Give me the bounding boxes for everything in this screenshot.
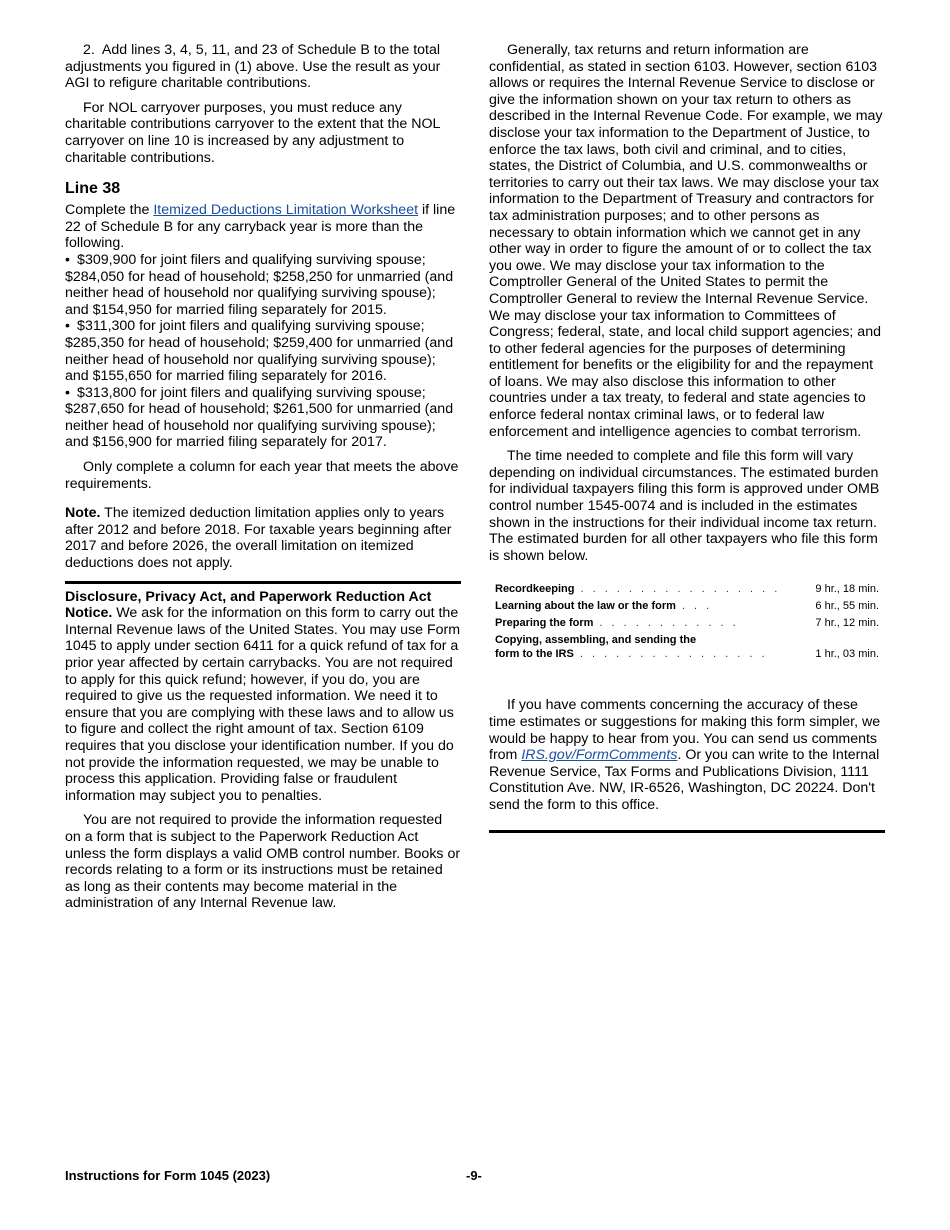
paragraph-nol-carryover: For NOL carryover purposes, you must reduce any charitable contributions carryover to the extent that the NOL carryover on line 10 is increased by any adjustment to charitable contributions. [65,99,440,166]
disclosure-text: We ask for the information on this form to carry out the Internal Revenue laws of the United States. You may use Form 1045 to apply under section 6411 for a quick refund of tax for a prior year affected by certain carrybacks. You are not required to apply for this quick refund; however, if you do, you are required to give us the requested information. We need it to ensure that you are complying with these laws and to allow us to figure and collect the right amount of tax. Section 6109 requires that you disclose your identification number. If you do not provide the information requested, we may be unable to process this application. Providing false or fraudulent information may subject you to penalties. [65,605,461,804]
footer-title: Instructions for Form 1045 (2023) [65,1168,271,1183]
estimate-value: 1 hr., 03 min. [815,648,879,661]
estimate-label-line2: form to the IRS [495,648,574,661]
estimate-label-line1: Copying, assembling, and sending the [495,634,697,647]
paragraph-time-needed: The time needed to complete and file this form will vary depending on individual circumstances. The estimated burden for individual taxpayers filing this form is approved under OMB control number 1545-0074 and is included in the estimates shown in the instructions for their individual income tax return. The estimated burden for all other taxpayers who file this form is shown below. [489,448,880,564]
comments-post: . Or you can write to the Internal Revenue Service, Tax Forms and Publications Division, 1111 Constitution Ave. NW, IR-6526, Washington, DC 20224. Don't send the form to this office. [489,747,880,813]
estimate-label: Recordkeeping [495,583,575,596]
left-column [65,42,461,912]
estimate-row [495,616,879,630]
form-comments-link[interactable]: IRS.gov/FormComments [521,747,678,764]
paragraph-item-2: 2. Add lines 3, 4, 5, 11, and 23 of Schedule B to the total adjustments you figured in (1) above. Use the result as your AGI to refigure charitable contributions. [65,42,441,92]
page-number: -9- [466,1168,482,1183]
note-text: The itemized deduction limitation applies only to years after 2012 and before 2018. For taxable years beginning after 2017 and before 2026, the overall limitation on itemized deductions does not apply. [65,505,452,572]
estimate-value: 7 hr., 12 min. [815,617,879,630]
estimate-row [495,633,879,661]
line-38-heading: Line 38 [65,180,121,198]
leader-dots: . . . . . . . . . . . . [599,617,739,630]
bullet-2015: • $309,900 for joint filers and qualifying surviving spouse; $284,050 for head of household; $258,250 for unmarried (and neither head of household nor qualifying surviving spouse); and $154,950 for married filing separately for 2015. [65,251,454,318]
estimate-value: 6 hr., 55 min. [815,600,879,613]
disclosure-paragraph [65,589,461,805]
right-column [489,42,885,833]
estimate-value: 9 hr., 18 min. [815,583,879,596]
line-38-intro [65,202,461,252]
bullet-2017: • $313,800 for joint filers and qualifying surviving spouse; $287,650 for head of household; $261,500 for unmarried (and neither head of household nor qualifying surviving spouse); and $156,900 for married filing separately for 2017. [65,384,454,451]
paragraph-only-complete: Only complete a column for each year that meets the above requirements. [65,459,459,492]
bullet-2016: • $311,300 for joint filers and qualifying surviving spouse; $285,350 for head of household; $259,400 for unmarried (and neither head of household nor qualifying surviving spouse); and $155,650 for married filing separately for 2016. [65,318,454,385]
bottom-rule-divider [489,830,885,833]
paragraph-comments [489,697,885,813]
disclosure-section [65,581,461,912]
leader-dots: . . . . . . . . . . . . . . . . . [580,583,781,596]
estimate-row [495,599,879,613]
estimate-label: Preparing the form [495,617,594,630]
leader-dots: . . . . . . . . . . . . . . . . [579,648,768,661]
estimate-label: Learning about the law or the form [495,600,676,613]
paragraph-confidential: Generally, tax returns and return information are confidential, as stated in section 6103. However, section 6103 allows or requires the Internal Revenue Service to disclose or give the information shown on your tax return to others as described in the Internal Revenue Code. For example, we may disclose your tax information to the Department of Justice, to enforce the tax laws, both civil and criminal, and to cities, states, the District of Columbia, and U.S. commonwealths or territories to carry out their tax laws. We may disclose your tax information to the Department of Treasury and contractors for tax administration purposes; and to other persons as necessary to obtain information which we cannot get in any other way in order to figure the amount of or to collect the tax you owe. We may disclose your tax information to the Comptroller General of the United States to permit the Comptroller General to review the Internal Revenue Service. We may disclose your tax information to Committees of Congress; federal, state, and local child support agencies; and to other federal agencies for the purposes of determining entitlement for benefits or the eligibility for and the repayment of loans. We may also disclose this information to other countries under a tax treaty, to federal and state agencies to enforce federal nontax criminal laws, or to federal law enforcement and intelligence agencies to combat terrorism. [489,42,883,440]
disclosure-heading: Disclosure, Privacy Act, and Paperwork Reduction Act Notice. [65,588,432,622]
line-38-intro-post: if line 22 of Schedule B for any carryback year is more than the following. [65,202,456,252]
leader-dots: . . . [681,600,713,613]
itemized-deductions-worksheet-link[interactable]: Itemized Deductions Limitation Worksheet [153,202,419,219]
paragraph-not-required: You are not required to provide the information requested on a form that is subject to the Paperwork Reduction Act unless the form displays a valid OMB control number. Books or records relating to a form or its instructions must be retained as long as their contents may become material in the administration of any Internal Revenue law. [65,812,461,912]
burden-estimates-table [495,582,879,661]
line-38-intro-pre: Complete the [65,202,154,219]
note-label: Note. [65,505,101,522]
comments-pre: If you have comments concerning the accuracy of these time estimates or suggestions for making this form simpler, we would be happy to hear from you. You can send us comments from [489,697,881,764]
estimate-row [495,582,879,596]
note-paragraph [65,505,461,571]
